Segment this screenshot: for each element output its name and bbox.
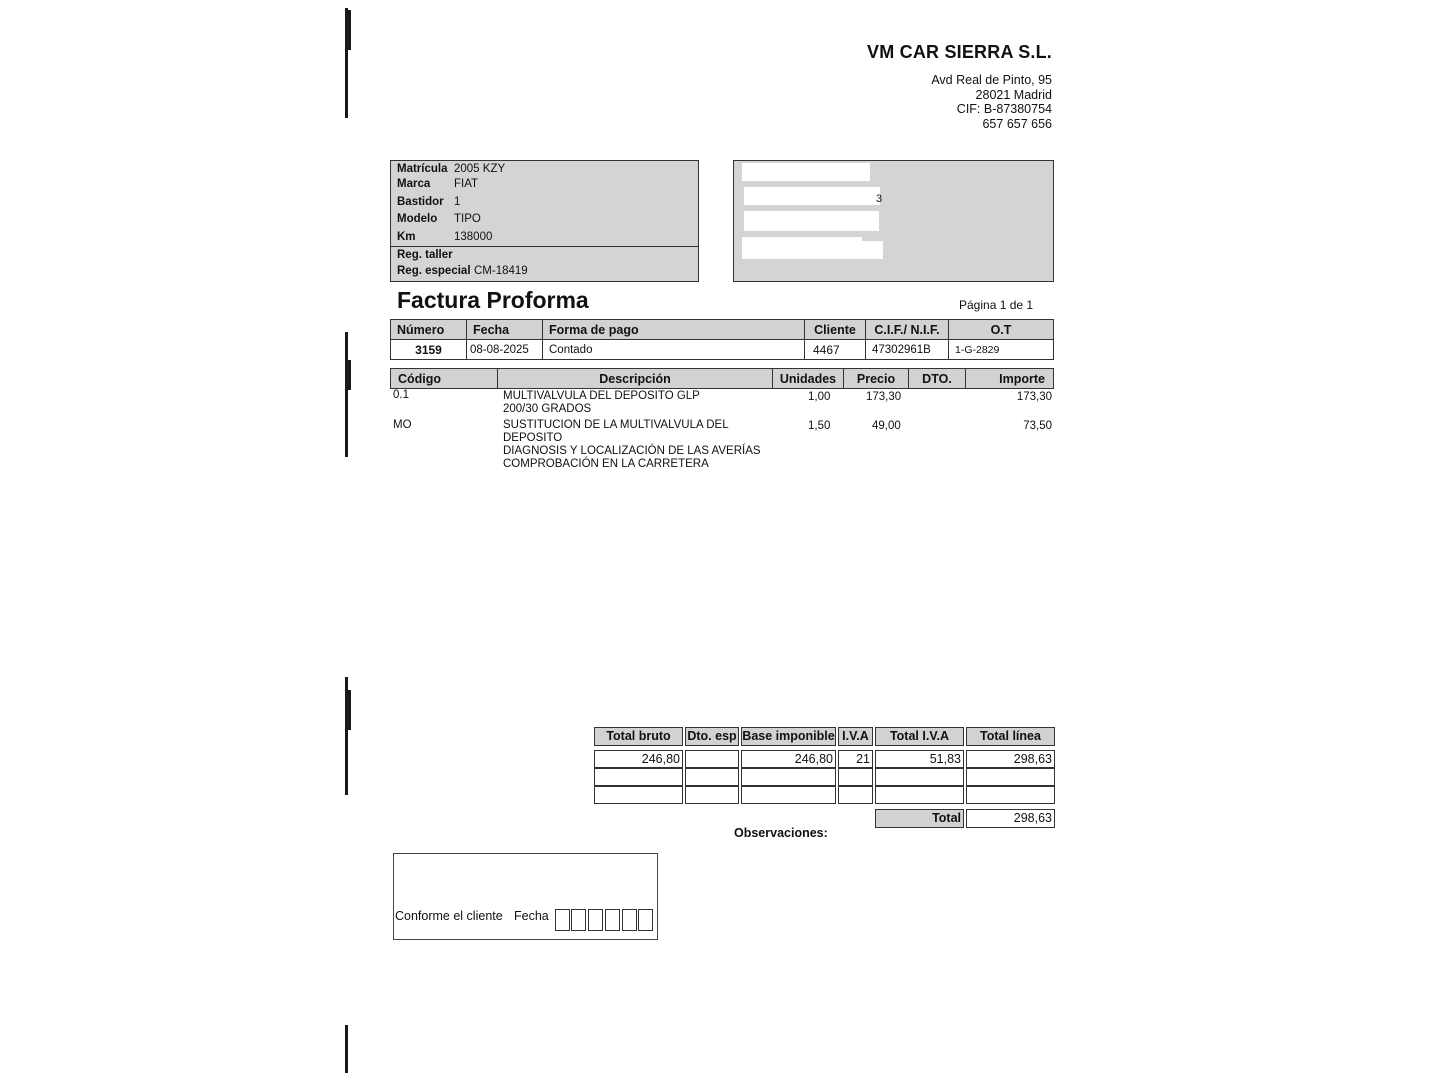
vehicle-row-reg-taller bbox=[397, 249, 454, 261]
totals-empty-cell bbox=[875, 768, 964, 786]
items-header-descripcion: Descripción bbox=[498, 369, 773, 389]
company-header bbox=[867, 42, 1052, 131]
date-digit-box bbox=[605, 909, 620, 931]
redaction-bar bbox=[742, 163, 870, 181]
items-header-dto: DTO. bbox=[909, 369, 966, 389]
item-description: SUSTITUCION DE LA MULTIVALVULA DEL bbox=[503, 419, 729, 431]
scan-edge-mark bbox=[348, 690, 351, 730]
items-header-precio: Precio bbox=[844, 369, 909, 389]
matricula-label: Matrícula bbox=[397, 163, 448, 175]
item-description: COMPROBACIÓN EN LA CARRETERA bbox=[503, 458, 709, 470]
modelo-value: TIPO bbox=[454, 213, 481, 225]
totals-header-dto: Dto. esp bbox=[685, 727, 739, 746]
total-label: Total bbox=[875, 809, 964, 828]
vehicle-row-modelo bbox=[397, 213, 481, 225]
vehicle-row-reg-especial bbox=[397, 265, 528, 277]
items-header-codigo: Código bbox=[391, 369, 498, 389]
totals-empty-cell bbox=[966, 768, 1055, 786]
header-table-value-row bbox=[391, 340, 1054, 360]
totals-value-iva: 21 bbox=[838, 750, 873, 768]
totals-empty-cell bbox=[685, 786, 739, 804]
item-importe: 173,30 bbox=[1016, 391, 1052, 403]
marca-value: FIAT bbox=[454, 178, 479, 190]
value-fecha: 08-08-2025 bbox=[467, 340, 543, 360]
totals-empty-cell bbox=[741, 768, 836, 786]
totals-empty-cell bbox=[838, 768, 873, 786]
reg-especial-value: CM-18419 bbox=[474, 265, 528, 277]
totals-header-bruto: Total bruto bbox=[594, 727, 683, 746]
scan-edge-mark bbox=[345, 1025, 348, 1073]
totals-value-total-linea: 298,63 bbox=[966, 750, 1055, 768]
scan-edge-mark bbox=[345, 332, 348, 457]
totals-empty-cell bbox=[594, 768, 683, 786]
redaction-bar bbox=[744, 211, 879, 231]
totals-empty-cell bbox=[741, 786, 836, 804]
bastidor-label: Bastidor bbox=[397, 196, 444, 208]
company-cif: CIF: B-87380754 bbox=[956, 102, 1052, 116]
totals-empty-cell bbox=[685, 768, 739, 786]
total-value: 298,63 bbox=[966, 809, 1055, 828]
item-unidades: 1,50 bbox=[808, 420, 831, 432]
totals-header-total-linea: Total línea bbox=[966, 727, 1055, 746]
items-table-header bbox=[390, 368, 1054, 389]
header-numero: Número bbox=[391, 320, 467, 340]
items-header-importe: Importe bbox=[966, 369, 1054, 389]
item-description: MULTIVALVULA DEL DEPOSITO GLP bbox=[503, 390, 700, 402]
company-phone: 657 657 656 bbox=[982, 116, 1052, 131]
value-ot: 1-G-2829 bbox=[949, 340, 1054, 360]
date-digit-box bbox=[555, 909, 570, 931]
item-precio: 173,30 bbox=[866, 391, 902, 403]
item-unidades: 1,00 bbox=[808, 391, 831, 403]
header-table-head-row bbox=[391, 320, 1054, 340]
bastidor-value: 1 bbox=[454, 196, 461, 208]
header-ot: O.T bbox=[949, 320, 1054, 340]
value-cif: 47302961B bbox=[866, 340, 949, 360]
date-digit-box bbox=[588, 909, 603, 931]
vehicle-divider bbox=[391, 246, 698, 247]
vehicle-row-marca bbox=[397, 178, 478, 190]
totals-empty-cell bbox=[966, 786, 1055, 804]
page-indicator: Página 1 de 1 bbox=[959, 298, 1034, 312]
km-value: 138000 bbox=[454, 231, 493, 243]
item-codigo: 0.1 bbox=[393, 389, 409, 401]
reg-taller-label: Reg. taller bbox=[397, 249, 453, 261]
date-digit-box bbox=[571, 909, 586, 931]
header-cif: C.I.F./ N.I.F. bbox=[866, 320, 949, 340]
km-label: Km bbox=[397, 231, 416, 243]
totals-value-dto bbox=[685, 750, 739, 768]
company-address: Avd Real de Pinto, 95 bbox=[931, 73, 1052, 87]
client-stray-char: 3 bbox=[876, 193, 883, 205]
reg-especial-label: Reg. especial bbox=[397, 265, 471, 277]
items-header-unidades: Unidades bbox=[773, 369, 844, 389]
totals-empty-cell bbox=[875, 786, 964, 804]
item-description: DIAGNOSIS Y LOCALIZACIÓN DE LAS AVERÍAS bbox=[503, 445, 761, 457]
company-city: 28021 Madrid bbox=[975, 87, 1052, 102]
item-description: DEPOSITO bbox=[503, 432, 563, 444]
header-forma-pago: Forma de pago bbox=[543, 320, 805, 340]
header-cliente: Cliente bbox=[805, 320, 866, 340]
totals-value-total-iva: 51,83 bbox=[875, 750, 964, 768]
company-name: VM CAR SIERRA S.L. bbox=[867, 42, 1052, 62]
document-title: Factura Proforma bbox=[397, 287, 589, 313]
totals-header-total-iva: Total I.V.A bbox=[875, 727, 964, 746]
totals-empty-cell bbox=[838, 786, 873, 804]
date-digit-box bbox=[638, 909, 653, 931]
vehicle-info-box bbox=[390, 160, 699, 282]
totals-empty-cell bbox=[594, 786, 683, 804]
item-precio: 49,00 bbox=[872, 420, 901, 432]
marca-label: Marca bbox=[397, 178, 431, 190]
redaction-bar bbox=[742, 241, 883, 259]
header-fecha: Fecha bbox=[467, 320, 543, 340]
conforme-cliente-label: Conforme el cliente bbox=[395, 909, 503, 923]
totals-value-base: 246,80 bbox=[741, 750, 836, 768]
vehicle-row-bastidor bbox=[397, 196, 460, 208]
date-digit-box bbox=[622, 909, 637, 931]
observaciones-label: Observaciones: bbox=[734, 826, 828, 840]
item-codigo: MO bbox=[393, 419, 412, 431]
totals-value-bruto: 246,80 bbox=[594, 750, 683, 768]
redaction-bar bbox=[744, 187, 883, 205]
matricula-value: 2005 KZY bbox=[454, 163, 506, 175]
value-cliente: 4467 bbox=[805, 340, 866, 360]
scan-edge-mark bbox=[348, 10, 351, 50]
totals-header-base: Base imponible bbox=[741, 727, 836, 746]
vehicle-row-km bbox=[397, 231, 492, 243]
client-info-box bbox=[733, 160, 1054, 282]
value-numero: 3159 bbox=[391, 340, 467, 360]
fecha-label: Fecha bbox=[514, 909, 549, 923]
item-importe: 73,50 bbox=[1023, 420, 1052, 432]
value-forma-pago: Contado bbox=[543, 340, 805, 360]
item-description: 200/30 GRADOS bbox=[503, 403, 592, 415]
invoice-header-table bbox=[390, 319, 1054, 360]
scan-edge-mark bbox=[348, 360, 351, 390]
modelo-label: Modelo bbox=[397, 213, 438, 225]
items-head-row bbox=[391, 369, 1054, 389]
vehicle-row-matricula bbox=[397, 163, 505, 175]
totals-header-iva: I.V.A bbox=[838, 727, 873, 746]
